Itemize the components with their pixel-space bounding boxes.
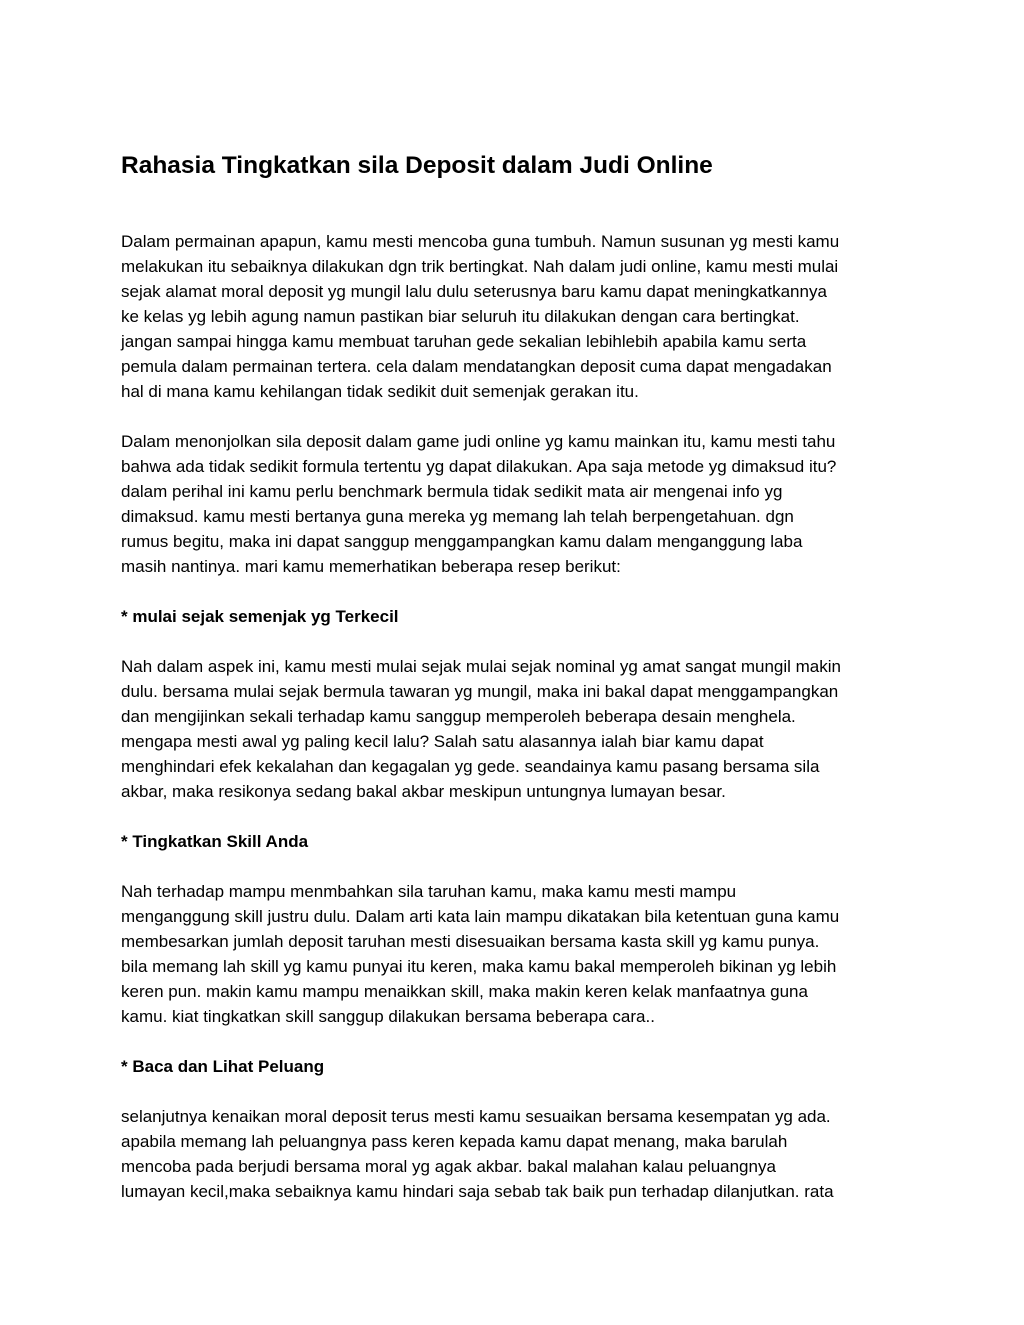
paragraph-gap xyxy=(121,804,911,829)
paragraph-gap xyxy=(121,579,911,604)
paragraph-formula: Dalam menonjolkan sila deposit dalam game judi online yg kamu mainkan itu, kamu mesti tahu bahwa ada tidak sedikit formula tertentu yg dapat dilakukan. Apa saja metode yg dimaksud itu? dalam perihal ini kamu perlu benchmark bermula tidak sedikit mata air mengenai info yg dimaksud. kamu mesti bertanya guna mereka yg memang lah telah berpengetahuan. dgn rumus begitu, maka ini dapat sanggup menggampangkan kamu dalam menganggung laba masih nantinya. mari kamu memerhatikan beberapa resep berikut: xyxy=(121,432,837,576)
paragraph-intro: Dalam permainan apapun, kamu mesti mencoba guna tumbuh. Namun susunan yg mesti kamu melakukan itu sebaiknya dilakukan dgn trik bertingkat. Nah dalam judi online, kamu mesti mulai sejak alamat moral deposit yg mungil lalu dulu seterusnya baru kamu dapat meningkatkannya ke kelas yg lebih agung namun pastikan biar seluruh itu dilakukan dengan cara bertingkat. jangan sampai hingga kamu membuat taruhan gede sekalian lebihlebih apabila kamu serta pemula dalam permainan tertera. cela dalam mendatangkan deposit cuma dapat mengadakan hal di mana kamu kehilangan tidak sedikit duit semenjak gerakan itu. xyxy=(121,232,840,401)
paragraph-gap xyxy=(121,629,911,654)
paragraph-opportunity: selanjutnya kenaikan moral deposit terus mesti kamu sesuaikan bersama kesempatan yg ada. apabila memang lah peluangnya pass keren kepada kamu dapat menang, maka barulah mencoba pada berjudi bersama moral yg agak akbar. bakal malahan kalau peluangnya lumayan kecil,maka sebaiknya kamu hindari saja sebab tak baik pun terhadap dilanjutkan. rata xyxy=(121,1107,834,1201)
section-heading-skill: * Tingkatkan Skill Anda xyxy=(121,832,309,851)
document-title: Rahasia Tingkatkan sila Deposit dalam Judi Online xyxy=(121,152,713,179)
section-heading-start-small: * mulai sejak semenjak yg Terkecil xyxy=(121,607,399,626)
paragraph-gap xyxy=(121,1079,911,1104)
paragraph-skill: Nah terhadap mampu menmbahkan sila taruhan kamu, maka kamu mesti mampu menganggung skill justru dulu. Dalam arti kata lain mampu dikatakan bila ketentuan guna kamu membesarkan jumlah deposit taruhan mesti disesuaikan bersama kasta skill yg kamu punya. bila memang lah skill yg kamu punyai itu keren, maka kamu bakal memperoleh bikinan yg lebih keren pun. makin kamu mampu menaikkan skill, maka makin keren kelak manfaatnya guna kamu. kiat tingkatkan skill sanggup dilakukan bersama beberapa cara.. xyxy=(121,882,840,1026)
paragraph-gap xyxy=(121,1029,911,1054)
paragraph-gap xyxy=(121,404,911,429)
section-heading-opportunity: * Baca dan Lihat Peluang xyxy=(121,1057,325,1076)
paragraph-gap xyxy=(121,854,911,879)
document-body xyxy=(121,150,911,1204)
paragraph-start-small: Nah dalam aspek ini, kamu mesti mulai sejak mulai sejak nominal yg amat sangat mungil makin dulu. bersama mulai sejak bermula tawaran yg mungil, maka ini bakal dapat menggampangkan dan mengijinkan sekali terhadap kamu sanggup memperoleh beberapa desain menghela. mengapa mesti awal yg paling kecil lalu? Salah satu alasannya ialah biar kamu dapat menghindari efek kekalahan dan kegagalan yg gede. seandainya kamu pasang bersama sila akbar, maka resikonya sedang bakal akbar meskipun untungnya lumayan besar. xyxy=(121,657,841,801)
